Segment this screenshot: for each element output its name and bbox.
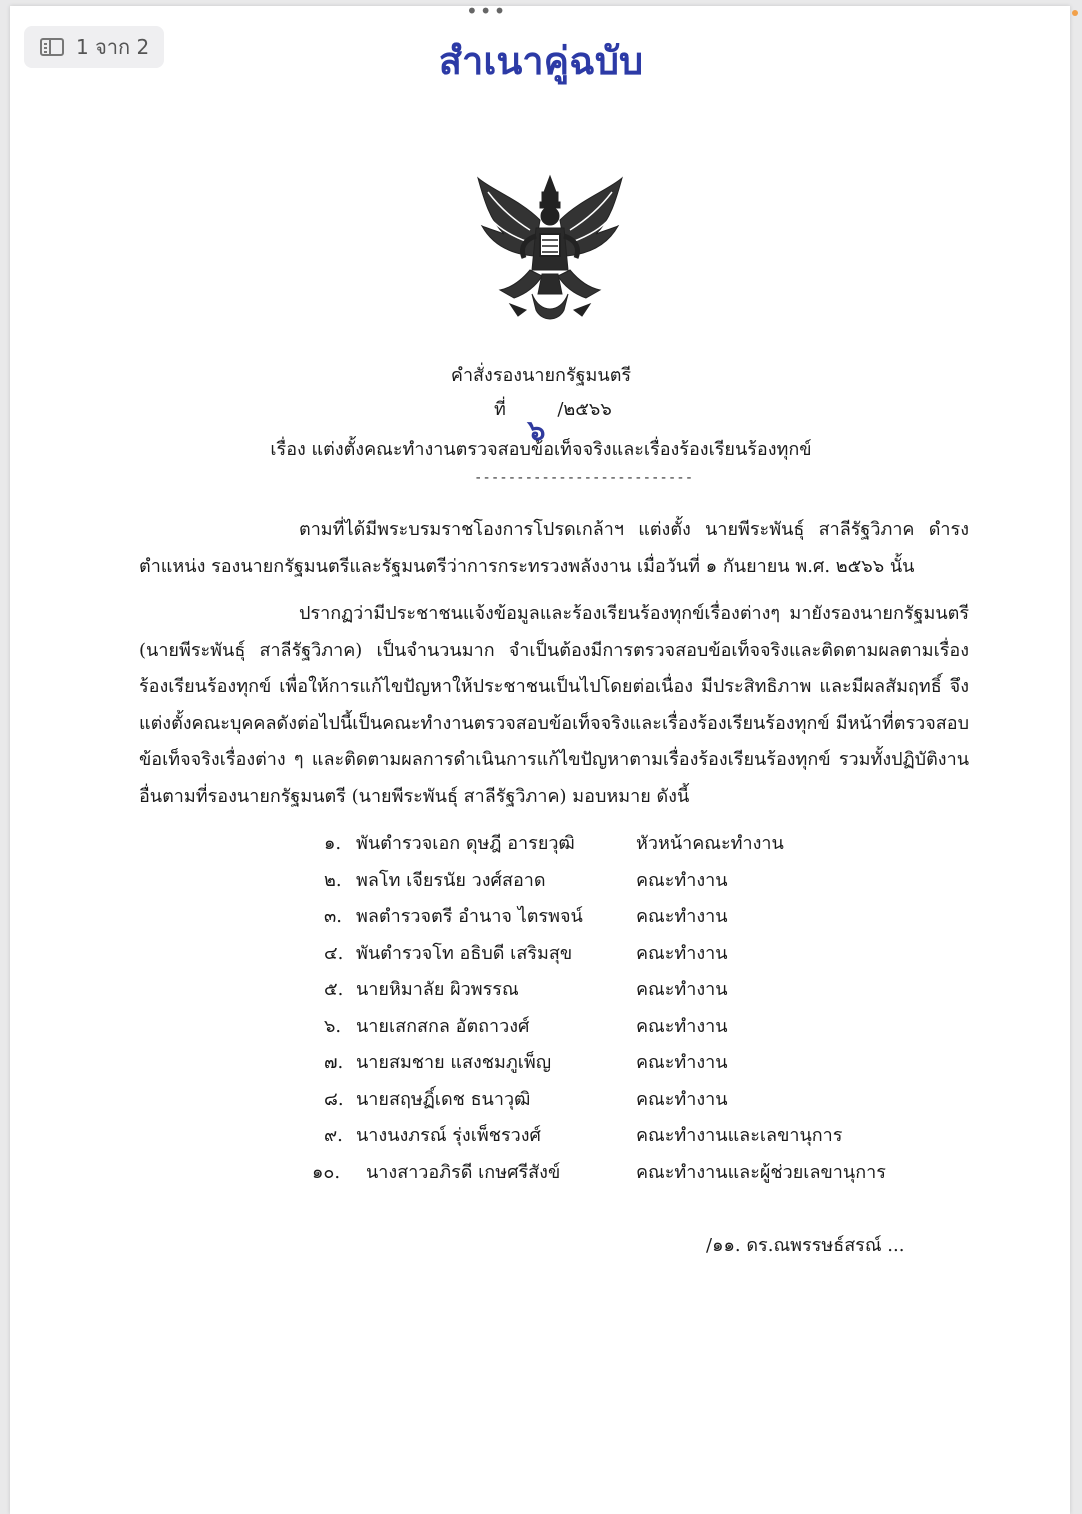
continuation-note: /๑๑. ดร.ณพรรษธ์สรณ์ ... <box>706 1235 905 1256</box>
member-name: พันตำรวจเอก ดุษฎี อารยวุฒิ <box>356 833 575 854</box>
order-number-value: ๖ <box>527 414 546 447</box>
member-name: นางนงภรณ์ รุ่งเพ็ชรวงศ์ <box>356 1125 541 1146</box>
list-item <box>324 1082 924 1118</box>
list-item <box>324 1009 924 1045</box>
garuda-emblem-icon <box>470 170 630 330</box>
order-number <box>494 394 612 447</box>
member-role: คณะทำงาน <box>636 942 728 964</box>
paragraph-complaints-text: ปรากฏว่ามีประชาชนแจ้งข้อมูลและร้องเรียนร้องทุกข์เรื่องต่างๆ มายังรองนายกรัฐมนตรี (นายพีระพันธุ์ สาลีรัฐวิภาค) เป็นจำนวนมาก จำเป็นต้องมีการตรวจสอบข้อเท็จจริงและติดตามผลตามเรื่องร้องเรียนร้องทุกข์ เพื่อให้การแก้ไขปัญหาให้ประชาชนเป็นไปโดยต่อเนื่อง มีประสิทธิภาพ และมีผลสัมฤทธิ์ จึงแต่งตั้งคณะบุคคลดังต่อไปนี้เป็นคณะทำงานตรวจสอบข้อเท็จจริงและเรื่องร้องเรียนร้องทุกข์ มีหน้าที่ตรวจสอบข้อเท็จจริงเรื่องต่าง ๆ และติดตามผลการดำเนินการแก้ไขปัญหาตามเรื่องร้องเรียนร้องทุกข์ รวมทั้งปฏิบัติงานอื่นตามที่รองนายกรัฐมนตรี (นายพีระพันธุ์ สาลีรัฐวิภาค) มอบหมาย ดังนี้ <box>139 603 969 807</box>
paragraph-appointment <box>139 512 969 585</box>
order-subject: เรื่อง แต่งตั้งคณะทำงานตรวจสอบข้อเท็จจริงและเรื่องร้องเรียนร้องทุกข์ <box>270 439 812 460</box>
member-name: นายสฤษฏิ์เดช ธนาวุฒิ <box>356 1088 531 1110</box>
member-role: คณะทำงาน <box>636 906 728 927</box>
order-title: คำสั่งรองนายกรัฐมนตรี <box>450 365 632 386</box>
list-item <box>324 936 924 972</box>
member-number: ๖. <box>324 1015 342 1037</box>
member-number: ๑๐. <box>312 1161 341 1183</box>
member-number: ๔. <box>324 942 344 964</box>
order-number-year: /๒๕๖๖ <box>557 399 612 420</box>
member-name: นายเสกสกล อัตถาวงศ์ <box>356 1015 530 1037</box>
divider-line: -------------------------- <box>474 470 694 486</box>
list-item <box>324 972 924 1008</box>
member-role: คณะทำงาน <box>636 1052 728 1073</box>
member-number: ๒. <box>324 869 342 891</box>
member-number: ๙. <box>324 1125 343 1146</box>
member-name: พลโท เจียรนัย วงศ์สอาด <box>356 869 546 891</box>
member-name: พลตำรวจตรี อำนาจ ไตรพจน์ <box>356 906 583 927</box>
member-name: นายหิมาลัย ผิวพรรณ <box>356 979 519 1000</box>
member-role: คณะทำงานและเลขานุการ <box>636 1125 843 1146</box>
order-number-prefix: ที่ <box>494 399 506 420</box>
member-number: ๑. <box>324 833 342 854</box>
member-number: ๕. <box>324 979 344 1000</box>
member-role: คณะทำงาน <box>636 979 728 1000</box>
list-item <box>324 1045 924 1081</box>
indicator-dot <box>1072 10 1078 16</box>
member-number: ๓. <box>324 906 343 927</box>
member-role: หัวหน้าคณะทำงาน <box>636 833 784 854</box>
list-item <box>324 826 924 862</box>
copy-stamp: สำเนาคู่ฉบับ <box>438 39 644 83</box>
member-number: ๘. <box>324 1088 344 1110</box>
member-name: นายสมชาย แสงชมภูเพ็ญ <box>356 1052 552 1073</box>
paragraph-appointment-text: ตามที่ได้มีพระบรมราชโองการโปรดเกล้าฯ แต่งตั้ง นายพีระพันธุ์ สาลีรัฐวิภาค ดำรงตำแหน่ง รองนายกรัฐมนตรีและรัฐมนตรีว่าการกระทรวงพลังงาน เมื่อวันที่ ๑ กันยายน พ.ศ. ๒๕๖๖ นั้น <box>139 519 969 577</box>
more-options-icon[interactable]: ••• <box>466 0 508 23</box>
list-item <box>324 1118 924 1154</box>
list-item <box>324 863 924 899</box>
list-item <box>312 1155 924 1191</box>
paragraph-complaints <box>139 596 969 815</box>
member-role: คณะทำงาน <box>636 869 728 891</box>
member-name: พันตำรวจโท อธิบดี เสริมสุข <box>356 942 573 964</box>
member-role: คณะทำงาน <box>636 1015 728 1037</box>
page-indicator-label: 1 จาก 2 <box>76 35 150 59</box>
member-role: คณะทำงาน <box>636 1088 728 1110</box>
list-item <box>324 899 924 935</box>
member-role: คณะทำงานและผู้ช่วยเลขานุการ <box>636 1161 886 1183</box>
member-number: ๗. <box>324 1052 344 1073</box>
member-name: นางสาวอภิรดี เกษศรีสังข์ <box>366 1161 561 1183</box>
